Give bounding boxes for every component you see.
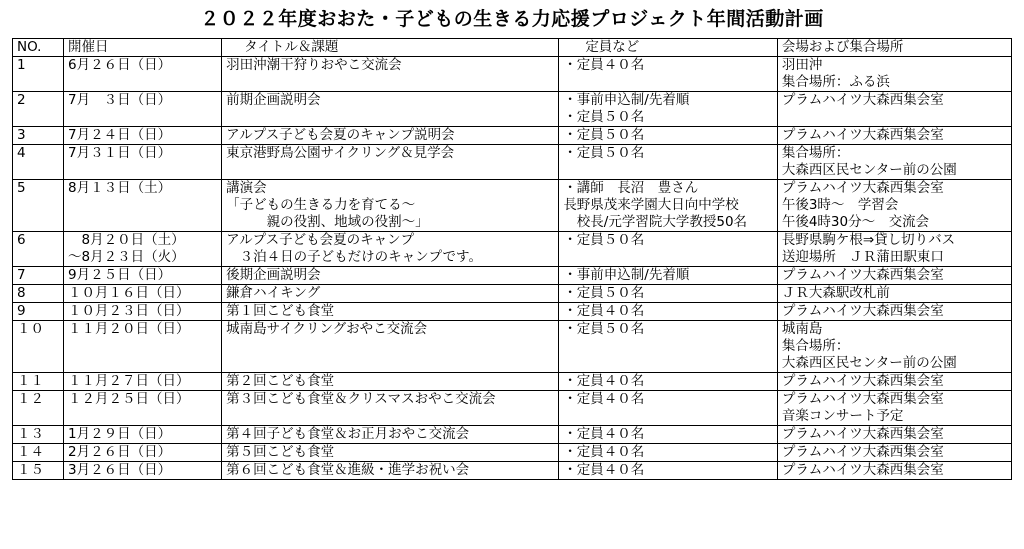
cell-date: １１月２７日（日） [63, 373, 221, 391]
activity-plan-table [12, 38, 1012, 480]
cell-no: 3 [13, 127, 64, 145]
cell-capacity: ・事前申込制/先着順 ・定員５０名 [559, 92, 778, 127]
cell-no: 2 [13, 92, 64, 127]
cell-capacity: ・講師 長沼 豊さん 長野県茂来学園大日向中学校 校長/元学習院大学教授50名 [559, 180, 778, 232]
cell-date: 3月２６日（日） [63, 462, 221, 480]
cell-date: 7月２４日（日） [63, 127, 221, 145]
cell-no: 5 [13, 180, 64, 232]
header-no: NO. [13, 39, 64, 57]
header-capacity: 定員など [559, 39, 778, 57]
cell-capacity: ・定員４０名 [559, 373, 778, 391]
cell-date: 2月２６日（日） [63, 444, 221, 462]
cell-capacity: ・定員５０名 [559, 321, 778, 373]
table-row [13, 127, 1012, 145]
header-venue: 会場および集合場所 [777, 39, 1011, 57]
table-row [13, 92, 1012, 127]
cell-capacity: ・定員４０名 [559, 426, 778, 444]
table-row [13, 145, 1012, 180]
cell-title: 城南島サイクリングおやこ交流会 [222, 321, 559, 373]
cell-venue: プラムハイツ大森西集会室 [777, 92, 1011, 127]
cell-capacity: ・定員５０名 [559, 145, 778, 180]
cell-date: 8月２０日（土） ～8月２３日（火） [63, 232, 221, 267]
cell-title: 後期企画説明会 [222, 267, 559, 285]
cell-title: 第６回こども食堂＆進級・進学お祝い会 [222, 462, 559, 480]
cell-title: 第１回こども食堂 [222, 303, 559, 321]
cell-capacity: ・事前申込制/先着順 [559, 267, 778, 285]
cell-capacity: ・定員４０名 [559, 444, 778, 462]
table-row [13, 426, 1012, 444]
table-row [13, 303, 1012, 321]
cell-no: １２ [13, 391, 64, 426]
cell-no: １４ [13, 444, 64, 462]
table-row [13, 57, 1012, 92]
cell-capacity: ・定員４０名 [559, 57, 778, 92]
cell-no: 4 [13, 145, 64, 180]
table-header-row [13, 39, 1012, 57]
cell-title: 第５回こども食堂 [222, 444, 559, 462]
cell-title: アルプス子ども会夏のキャンプ説明会 [222, 127, 559, 145]
cell-title: 第４回子ども食堂＆お正月おやこ交流会 [222, 426, 559, 444]
cell-venue: プラムハイツ大森西集会室 [777, 127, 1011, 145]
cell-date: 7月 ３日（日） [63, 92, 221, 127]
cell-title: 第２回こども食堂 [222, 373, 559, 391]
cell-venue: 長野県駒ケ根⇒貸し切りバス 送迎場所 ＪＲ蒲田駅東口 [777, 232, 1011, 267]
cell-no: 6 [13, 232, 64, 267]
cell-no: 9 [13, 303, 64, 321]
cell-title: 講演会 「子どもの生きる力を育てる～ 親の役割、地域の役割～」 [222, 180, 559, 232]
document-title: ２０２２年度おおた・子どもの生きる力応援プロジェクト年間活動計画 [200, 8, 824, 30]
cell-venue: 羽田沖 集合場所：ふる浜 [777, 57, 1011, 92]
cell-venue: プラムハイツ大森西集会室 [777, 303, 1011, 321]
cell-title: 前期企画説明会 [222, 92, 559, 127]
table-row [13, 444, 1012, 462]
cell-no: １３ [13, 426, 64, 444]
cell-no: 7 [13, 267, 64, 285]
table-body [13, 57, 1012, 480]
table-row [13, 373, 1012, 391]
cell-venue: 城南島 集合場所： 大森西区民センター前の公園 [777, 321, 1011, 373]
cell-title: 羽田沖潮干狩りおやこ交流会 [222, 57, 559, 92]
cell-venue: プラムハイツ大森西集会室 午後3時～ 学習会 午後4時30分～ 交流会 [777, 180, 1011, 232]
cell-title: 鎌倉ハイキング [222, 285, 559, 303]
cell-title: 東京港野鳥公園サイクリング＆見学会 [222, 145, 559, 180]
cell-venue: プラムハイツ大森西集会室 [777, 444, 1011, 462]
cell-capacity: ・定員５０名 [559, 285, 778, 303]
table-row [13, 232, 1012, 267]
cell-title: アルプス子ども会夏のキャンプ ３泊４日の子どもだけのキャンプです。 [222, 232, 559, 267]
cell-no: 8 [13, 285, 64, 303]
cell-capacity: ・定員４０名 [559, 462, 778, 480]
cell-title: 第３回こども食堂＆クリスマスおやこ交流会 [222, 391, 559, 426]
cell-venue: プラムハイツ大森西集会室 音楽コンサート予定 [777, 391, 1011, 426]
cell-venue: プラムハイツ大森西集会室 [777, 373, 1011, 391]
table-row [13, 180, 1012, 232]
cell-capacity: ・定員５０名 [559, 127, 778, 145]
table-row [13, 285, 1012, 303]
cell-venue: プラムハイツ大森西集会室 [777, 426, 1011, 444]
cell-date: １０月１６日（日） [63, 285, 221, 303]
cell-no: １５ [13, 462, 64, 480]
cell-capacity: ・定員４０名 [559, 391, 778, 426]
cell-venue: プラムハイツ大森西集会室 [777, 267, 1011, 285]
cell-venue: プラムハイツ大森西集会室 [777, 462, 1011, 480]
cell-no: １１ [13, 373, 64, 391]
cell-date: 6月２６日（日） [63, 57, 221, 92]
cell-capacity: ・定員４０名 [559, 303, 778, 321]
cell-capacity: ・定員５０名 [559, 232, 778, 267]
cell-date: １１月２０日（日） [63, 321, 221, 373]
cell-date: １２月２５日（日） [63, 391, 221, 426]
table-row [13, 267, 1012, 285]
table-row [13, 321, 1012, 373]
header-date: 開催日 [63, 39, 221, 57]
cell-no: 1 [13, 57, 64, 92]
cell-date: 9月２５日（日） [63, 267, 221, 285]
cell-date: 8月１３日（土） [63, 180, 221, 232]
table-row [13, 391, 1012, 426]
header-title: タイトル＆課題 [222, 39, 559, 57]
cell-date: 7月３１日（日） [63, 145, 221, 180]
cell-date: 1月２９日（日） [63, 426, 221, 444]
cell-date: １０月２３日（日） [63, 303, 221, 321]
cell-venue: ＪＲ大森駅改札前 [777, 285, 1011, 303]
cell-no: １０ [13, 321, 64, 373]
cell-venue: 集合場所： 大森西区民センター前の公園 [777, 145, 1011, 180]
table-row [13, 462, 1012, 480]
